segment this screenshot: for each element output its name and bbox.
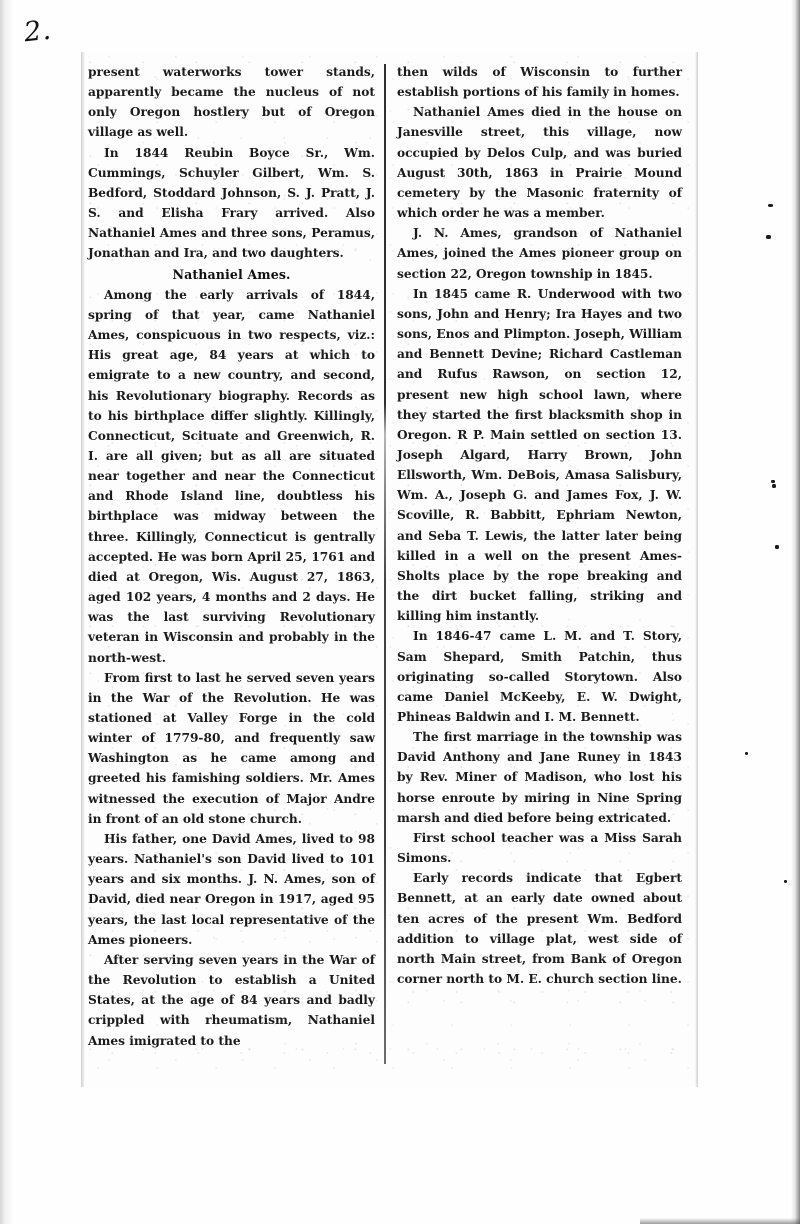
ink-speck-artifact xyxy=(772,484,776,488)
article-paragraph: From first to last he served seven years in the War of the Revolution. He was stationed at Valley Forge in the cold winter of 1779-80, and frequently saw Washington as he came among and greeted his famishing soldiers. Mr. Ames witnessed the execution of Major Andre in front of an old stone church. xyxy=(88,670,375,826)
article-paragraph: Early records indicate that Egbert Bennett, at an early date owned about ten acres of the present Wm. Bedford addition to village plat, west side of north Main street, from Bank of Oregon corner north to M. E. church section line. xyxy=(397,871,682,987)
article-paragraph: In 1846-47 came L. M. and T. Story, Sam Shepard, Smith Patchin, thus originating so-called Storytown. Also came Daniel McKeeby, E. W. Dwight, Phineas Baldwin and I. M. Bennett. xyxy=(397,629,682,724)
article-paragraph: In 1845 came R. Underwood with two sons, John and Henry; Ira Hayes and two sons, Enos and Plimpton. Joseph, William and Bennett Devine; Richard Castleman and Rufus Rawson, on section 12, present new high school lawn, where they started the first blacksmith shop in Oregon. R P. Main settled on section 13. Joseph Algard, Harry Brown, John Ellsworth, Wm. DeBois, Amasa Salisbury, Wm. A., Joseph G. and James Fox, J. W. Scoville, R. Babbitt, Ephriam Newton, and Seba T. Lewis, the latter later being killed in a well on the present Ames-Sholts place by the rope breaking and the dirt bucket falling, striking and killing him instantly. xyxy=(397,286,682,624)
article-paragraph: J. N. Ames, grandson of Nathaniel Ames, joined the Ames pioneer group on section 22, Oregon township in 1845. xyxy=(397,226,682,281)
article-paragraph: First school teacher was a Miss Sarah Simons. xyxy=(397,830,682,866)
handwritten-page-number: 2. xyxy=(22,14,54,49)
article-subheading: Nathaniel Ames. xyxy=(172,266,291,282)
left-scan-edge-artifact xyxy=(0,0,14,1224)
bottom-scan-edge-artifact xyxy=(640,1218,800,1224)
article-paragraph: In 1844 Reubin Boyce Sr., Wm. Cummings, Schuyler Gilbert, Wm. S. Bedford, Stoddard Johnson, S. J. Pratt, J. S. and Elisha Frary arrived. Also Nathaniel Ames and three sons, Peramus, Jonathan and Ira, and two daughters. xyxy=(88,145,375,261)
ink-speck-artifact xyxy=(745,752,748,755)
ink-speck-artifact xyxy=(784,880,787,883)
article-paragraph: present waterworks tower stands, apparently became the nucleus of not only Oregon hostlery but of Oregon village as well. xyxy=(88,65,375,140)
ink-speck-artifact xyxy=(768,204,773,207)
article-paragraph: Among the early arrivals of 1844, spring of that year, came Nathaniel Ames, conspicuous in two respects, viz.: His great age, 84 years at which to emigrate to a new country, and second, his Revolutionary biography. Records as to his birthplace differ slightly. Killingly, Connecticut, Scituate and Greenwich, R. I. are all given; but as all are situated near together and near the Connecticut and Rhode Island line, doubtless his birthplace was midway between the three. Killingly, Connecticut is gentrally accepted. He was born April 25, 1761 and died at Oregon, Wis. August 27, 1863, aged 102 years, 4 months and 2 days. He was the last surviving Revolutionary veteran in Wisconsin and probably in the north-west. xyxy=(88,287,375,665)
ink-speck-artifact xyxy=(771,480,775,483)
article-paragraph: After serving seven years in the War of the Revolution to establish a United States, at the age of 84 years and badly crippled with rheumatism, Nathaniel Ames imigrated to the xyxy=(88,952,375,1048)
newspaper-clipping xyxy=(84,52,696,1087)
left-text-column xyxy=(88,62,384,1051)
article-paragraph: His father, one David Ames, lived to 98 years. Nathaniel's son David lived to 101 years and six months. J. N. Ames, son of David, died near Oregon in 1917, aged 95 years, the last local representative of the Ames pioneers. xyxy=(88,831,375,947)
ink-speck-artifact xyxy=(766,235,771,239)
clipping-columns xyxy=(88,62,692,1081)
right-scan-edge-artifact xyxy=(791,0,800,1224)
ink-speck-artifact xyxy=(775,545,779,549)
article-paragraph: The first marriage in the township was David Anthony and Jane Runey in 1843 by Rev. Miner of Madison, who lost his horse enroute by miring in Nine Spring marsh and died before being extricated. xyxy=(397,730,682,825)
article-paragraph: then wilds of Wisconsin to further establish portions of his family in homes. xyxy=(397,65,682,100)
right-text-column xyxy=(386,62,682,989)
article-paragraph: Nathaniel Ames died in the house on Janesville street, this village, now occupied by Delos Culp, and was buried August 30th, 1863 in Prairie Mound cemetery by the Masonic fraternity of which order he was a member. xyxy=(397,105,682,221)
